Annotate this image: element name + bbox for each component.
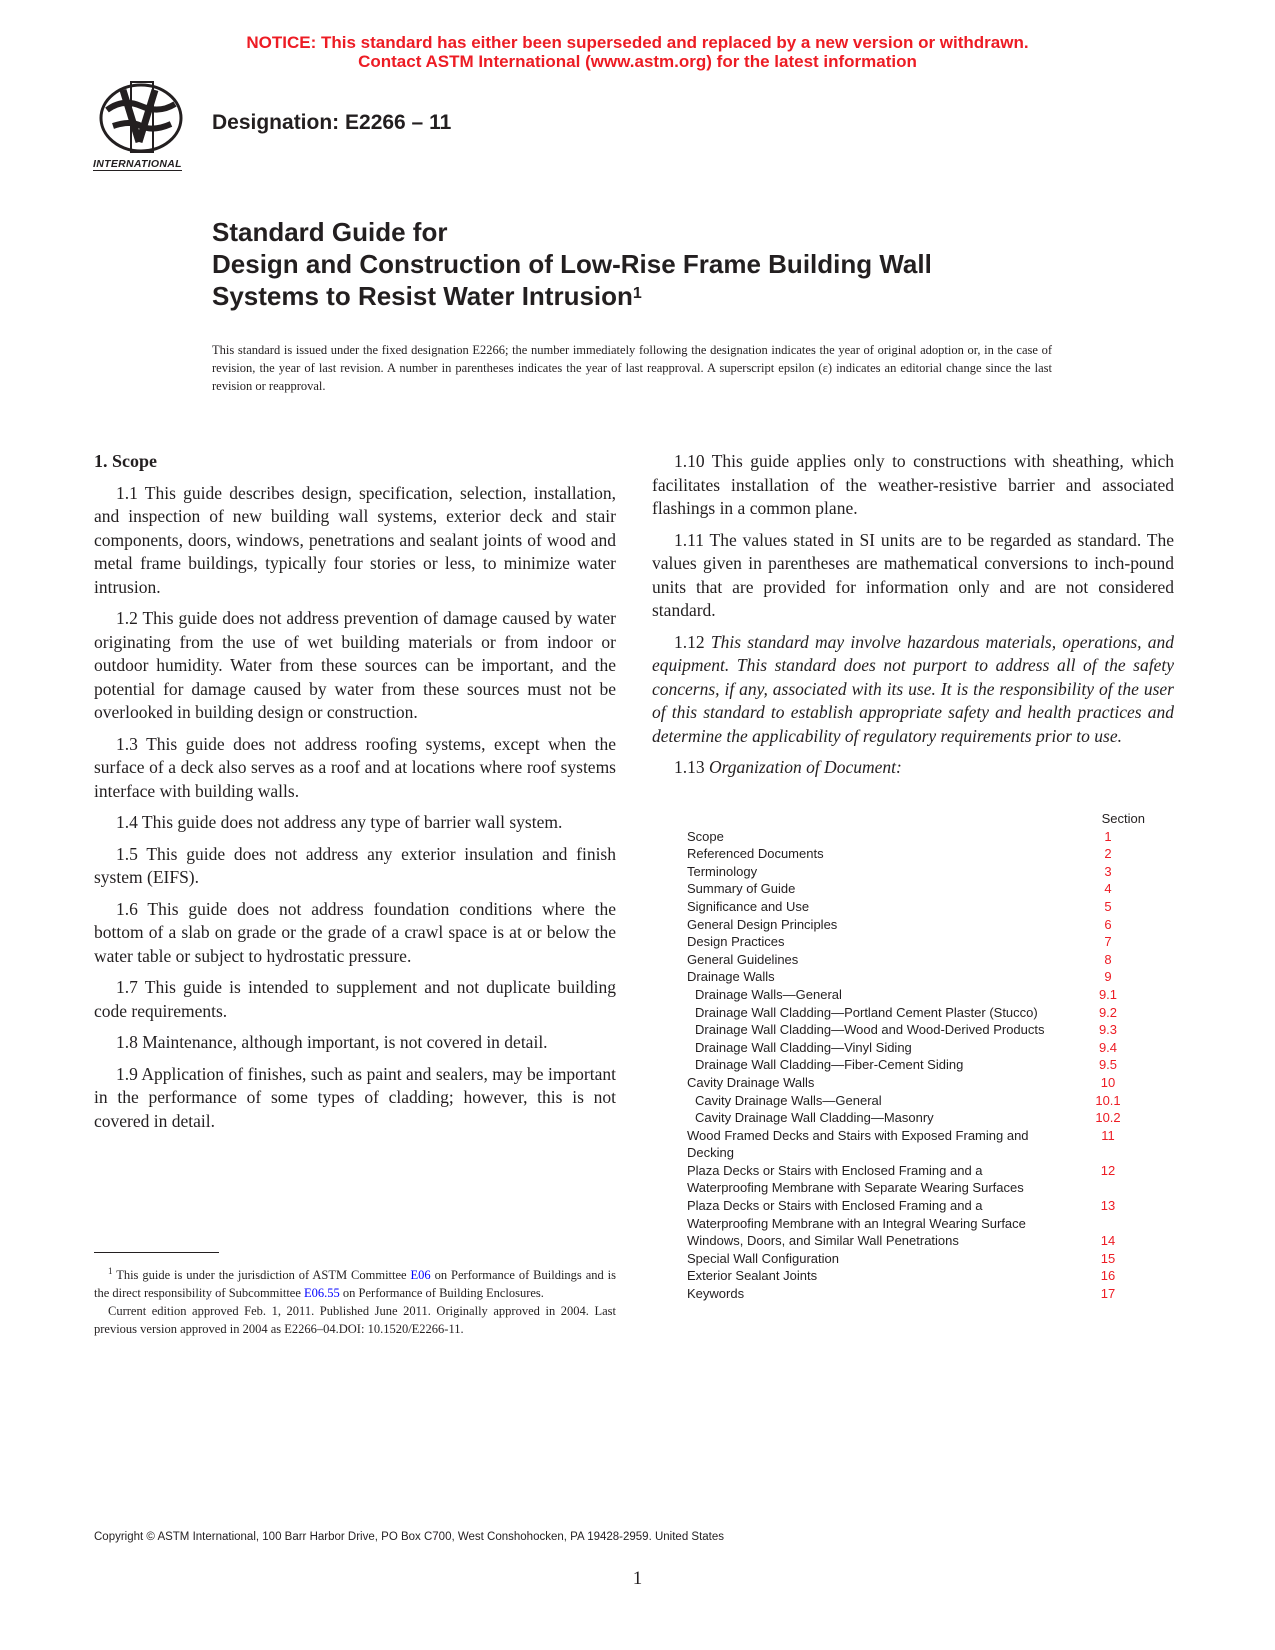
footnote-1: $^1$ This guide is under the jurisdiction of ASTM Committee E06 on Performance of Buildings and is the direct responsibility of Subcommittee E06.55 on Performance of Building Enclosures. [94, 1266, 617, 1301]
toc-section-link[interactable]: 4 [1104, 881, 1112, 897]
toc-section-link[interactable]: 12 [1100, 1162, 1116, 1178]
toc-row [673, 1039, 1163, 1057]
organization-label: Organization of Document: [709, 757, 902, 777]
toc-entry-label: Terminology [687, 863, 758, 879]
toc-row [673, 1232, 1163, 1250]
toc-section-link[interactable]: 16 [1100, 1268, 1116, 1284]
toc-section-link[interactable]: 13 [1100, 1198, 1116, 1214]
toc-section-link[interactable]: 14 [1100, 1233, 1116, 1249]
toc-entry-label: Wood Framed Decks and Stairs with Exposed Framing and Decking [687, 1127, 1029, 1161]
paragraph-1-13: 1.13 Organization of Document: [674, 757, 902, 777]
toc-entry-label: Design Practices [687, 934, 785, 950]
paragraph-1-11: 1.11 The values stated in SI units are to be regarded as standard. The values given in parentheses are mathematical conversions to inch-pound units that are provided for information only and are not considered standard. [652, 529, 1174, 620]
toc-row [673, 986, 1163, 1004]
toc-row [673, 1021, 1163, 1039]
toc-row [673, 933, 1163, 951]
toc-entry-label: Plaza Decks or Stairs with Enclosed Framing and a Waterproofing Membrane with Separate Wearing Surfaces [687, 1162, 1024, 1196]
toc-entry-label: Plaza Decks or Stairs with Enclosed Framing and a Waterproofing Membrane with an Integral Wearing Surface [687, 1198, 1026, 1231]
toc-section-link[interactable]: 9.2 [1098, 1004, 1118, 1020]
toc-section-link[interactable]: 7 [1104, 934, 1112, 950]
toc-row [673, 845, 1163, 863]
toc-section-link[interactable]: 2 [1104, 846, 1112, 862]
toc-row [673, 828, 1163, 846]
title-line-2: Design and Construction of Low-Rise Frame Building Wall [212, 249, 932, 279]
title-footnote-mark: 1 [632, 285, 642, 302]
toc-entry-label: Drainage Wall Cladding—Portland Cement Plaster (Stucco) [695, 1004, 1038, 1020]
toc-section-link[interactable]: 5 [1104, 898, 1112, 914]
toc-row [673, 1074, 1163, 1092]
toc-row [673, 863, 1163, 881]
toc-section-link[interactable]: 9 [1104, 969, 1112, 985]
toc-section-link[interactable]: 10 [1100, 1074, 1116, 1090]
paragraph-1-2: 1.2 This guide does not address prevention of damage caused by water originating from the use of wet building materials or from indoor or outdoor humidity. Water from these sources can be important, and the potential for damage caused by water from these sources must not be overlooked in building design or construction. [94, 608, 616, 722]
toc-section-link[interactable]: 6 [1104, 916, 1112, 932]
toc-entry-label: Drainage Wall Cladding—Vinyl Siding [695, 1039, 912, 1055]
toc-entry-label: Scope [687, 828, 724, 844]
subcommittee-e0655-link[interactable]: E06.55 [304, 1286, 340, 1301]
toc-row [673, 1056, 1163, 1074]
toc-entry-label: Special Wall Configuration [687, 1250, 839, 1266]
toc-row [673, 916, 1163, 934]
toc-section-link[interactable]: 9.3 [1098, 1022, 1118, 1038]
document-title [212, 216, 1112, 312]
toc-section-link[interactable]: 8 [1104, 951, 1112, 967]
toc-section-link[interactable]: 11 [1101, 1127, 1115, 1143]
toc-entry-label: Keywords [687, 1286, 745, 1302]
paragraph-1-5: 1.5 This guide does not address any exterior insulation and finish system (EIFS). [94, 843, 616, 887]
footnotes [94, 1262, 616, 1338]
safety-statement: This standard may involve hazardous materials, operations, and equipment. This standard does not purport to address all of the safety concerns, if any, associated with its use. It is the responsibility of the user of this standard to establish appropriate safety and health practices and determine the applicability of regulatory requirements prior to use. [652, 631, 1174, 746]
toc-list [673, 828, 1163, 1303]
paragraph-1-9: 1.9 Application of finishes, such as paint and sealers, may be important in the performance of some types of cladding; however, this is not covered in detail. [94, 1063, 616, 1131]
section-heading-scope: 1. Scope [94, 451, 157, 471]
toc-row [673, 1004, 1163, 1022]
toc-section-link[interactable]: 17 [1100, 1286, 1116, 1302]
footnote-divider [94, 1252, 219, 1253]
copyright: Copyright © ASTM International, 100 Barr Harbor Drive, PO Box C700, West Conshohocken, PA 19428-2959. United States [94, 1531, 725, 1543]
toc-entry-label: Cavity Drainage Walls—General [695, 1092, 882, 1108]
toc-entry-label: Windows, Doors, and Similar Wall Penetrations [687, 1233, 959, 1249]
title-line-3: Systems to Resist Water Intrusion$^1$ [212, 281, 642, 311]
astm-logo-icon [93, 80, 193, 175]
toc-section-link[interactable]: 10.1 [1095, 1092, 1121, 1108]
toc-entry-label: Exterior Sealant Joints [687, 1268, 818, 1284]
toc-entry-label: Cavity Drainage Walls [687, 1074, 815, 1090]
logo-wordmark: INTERNATIONAL [93, 158, 182, 170]
designation: Designation: E2266 – 11 [212, 111, 452, 134]
toc-row [673, 1197, 1163, 1232]
toc-entry-label: Drainage Walls—General [695, 986, 842, 1002]
toc-row [673, 1250, 1163, 1268]
toc-entry-label: Significance and Use [687, 898, 810, 914]
paragraph-1-10: 1.10 This guide applies only to constructions with sheathing, which facilitates installation of the weather-resistive barrier and associated flashings in a common plane. [652, 451, 1174, 518]
toc-row [673, 880, 1163, 898]
superseded-notice [0, 33, 1275, 71]
toc-row [673, 1127, 1163, 1162]
toc-entry-label: General Design Principles [687, 916, 838, 932]
toc-row [673, 1267, 1163, 1285]
toc-section-link[interactable]: 9.5 [1098, 1057, 1118, 1073]
page-number: 1 [632, 1568, 643, 1589]
toc-row [673, 1092, 1163, 1110]
paragraph-1-8: 1.8 Maintenance, although important, is not covered in detail. [116, 1032, 548, 1052]
toc-section-header: Section [1101, 811, 1145, 826]
left-column [94, 450, 616, 1141]
toc-row [673, 1162, 1163, 1197]
committee-e06-link[interactable]: E06 [410, 1268, 431, 1283]
toc-row [673, 1109, 1163, 1127]
toc-entry-label: Summary of Guide [687, 881, 796, 897]
toc-entry-label: Referenced Documents [687, 846, 824, 862]
paragraph-1-12: 1.12 This standard may involve hazardous materials, operations, and equipment. This standard does not purport to address all of the safety concerns, if any, associated with its use. It is the responsibility of the user of this standard to establish appropriate safety and health practices and determine the applicability of regulatory requirements prior to use. [652, 631, 1174, 746]
toc-row [673, 1285, 1163, 1303]
toc-entry-label: General Guidelines [687, 951, 799, 967]
toc-section-link[interactable]: 10.2 [1095, 1110, 1121, 1126]
toc-entry-label: Cavity Drainage Wall Cladding—Masonry [695, 1110, 934, 1126]
toc-section-link[interactable]: 15 [1100, 1250, 1116, 1266]
notice-line-1: NOTICE: This standard has either been superseded and replaced by a new version or withdrawn. [246, 33, 1029, 52]
right-column [652, 450, 1174, 788]
paragraph-1-1: 1.1 This guide describes design, specification, selection, installation, and inspection of new building wall systems, exterior deck and stair components, doors, windows, penetrations and sealant joints of wood and metal frame buildings, typically four stories or less, to minimize water intrusion. [94, 482, 616, 597]
toc-row [673, 898, 1163, 916]
toc-section-link[interactable]: 3 [1104, 863, 1112, 879]
toc-section-link[interactable]: 9.4 [1098, 1039, 1118, 1055]
paragraph-1-6: 1.6 This guide does not address foundation conditions where the bottom of a slab on grade or the grade of a crawl space is at or below the water table or subject to hydrostatic pressure. [94, 898, 616, 966]
toc-section-link[interactable]: 9.1 [1098, 986, 1118, 1002]
toc-entry-label: Drainage Wall Cladding—Fiber-Cement Siding [695, 1057, 964, 1073]
issuance-note: This standard is issued under the fixed designation E2266; the number immediately following the designation indicates the year of original adoption or, in the case of revision, the year of last revision. A number in parentheses indicates the year of last reapproval. A superscript epsilon (ε) indicates an editorial change since the last revision or reapproval. [212, 343, 1052, 393]
toc-row [673, 951, 1163, 969]
paragraph-1-3: 1.3 This guide does not address roofing systems, except when the surface of a deck also serves as a roof and at locations where roof systems interface with building walls. [94, 733, 616, 801]
toc-section-link[interactable]: 1 [1104, 828, 1112, 844]
notice-line-2: Contact ASTM International (www.astm.org) for the latest information [358, 52, 917, 71]
toc-entry-label: Drainage Wall Cladding—Wood and Wood-Derived Products [695, 1022, 1045, 1038]
title-line-1: Standard Guide for [212, 217, 448, 247]
toc-row [673, 968, 1163, 986]
paragraph-1-7: 1.7 This guide is intended to supplement and not duplicate building code requirements. [94, 977, 616, 1021]
paragraph-1-4: 1.4 This guide does not address any type of barrier wall system. [116, 812, 563, 832]
toc-entry-label: Drainage Walls [687, 969, 775, 985]
footnote-edition: Current edition approved Feb. 1, 2011. Published June 2011. Originally approved in 2004. Last previous version approved in 2004 as E2266–04.DOI: 10.1520/E2266-11. [94, 1304, 616, 1337]
